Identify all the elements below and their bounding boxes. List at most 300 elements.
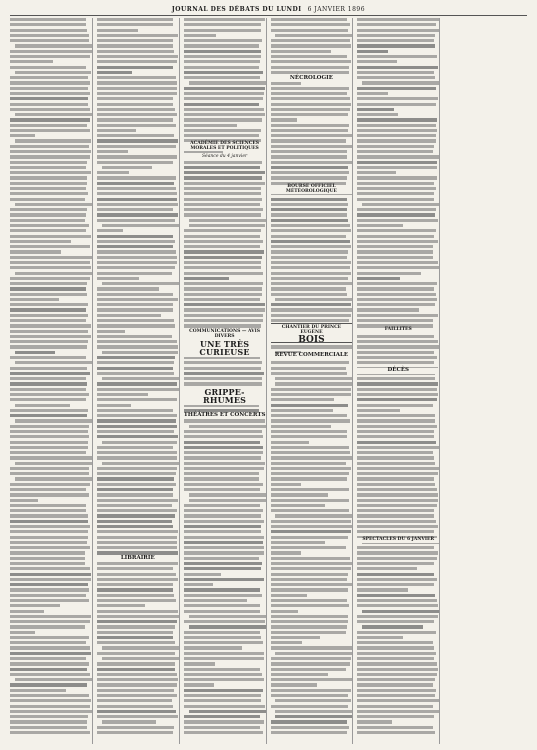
text-line [97,499,178,502]
text-line [275,377,353,380]
text-line [357,224,403,227]
text-line [97,509,178,512]
text-line [357,23,435,26]
text-line [10,256,92,259]
text-line [10,235,91,238]
text-line [271,530,352,533]
text-line [184,108,264,111]
text-line [184,578,264,581]
text-line [184,29,261,32]
text-line [97,340,177,343]
text-line [271,50,331,53]
text-line [271,456,353,459]
text-line [271,398,335,401]
text-line [97,710,176,713]
text-line [97,303,173,306]
text-line [10,87,88,90]
text-line [97,145,176,148]
text-line [271,610,298,613]
text-line [357,562,434,565]
text-line [184,319,264,322]
text-line [184,44,260,47]
text-line [189,625,267,628]
text-line [97,404,131,407]
text-line [97,139,178,142]
text-line [357,530,433,533]
text-line [271,118,298,121]
text-line [10,92,90,95]
text-line [184,636,261,639]
text-line [357,657,433,660]
text-line [357,351,434,354]
text-line [102,441,177,444]
text-line [271,499,350,502]
text-line [357,198,434,201]
text-line [271,81,302,84]
text-line [271,208,348,211]
text-line [271,97,350,100]
text-line [97,161,173,164]
ad-chantier [271,323,353,343]
text-line [97,694,177,697]
text-line [10,715,88,718]
text-line [271,689,351,692]
text-line [97,55,178,58]
text-line [362,610,440,613]
text-line [271,219,348,222]
text-line [97,652,175,655]
text-line [10,282,87,285]
text-line [10,583,88,586]
text-line [10,166,86,169]
text-line [184,419,266,422]
text-line [271,414,348,417]
text-line [184,631,260,634]
text-line [271,71,350,74]
text-line [10,520,88,523]
text-line [97,150,128,153]
text-line [357,409,399,412]
text-line [275,34,353,37]
text-line [271,604,349,607]
text-line [271,446,350,449]
text-line [357,182,433,185]
text-line [10,134,35,137]
text-line [184,441,260,444]
text-line [97,477,175,480]
text-line [97,472,176,475]
text-line [184,668,261,671]
text-line [97,176,176,179]
text-line [271,282,353,285]
text-line [189,425,267,428]
text-line [10,657,86,660]
text-line [357,689,436,692]
heading-grippe-rhumes: GRIPPE-RHUMES [184,388,266,405]
text-line [10,705,90,708]
text-line [10,472,89,475]
text-line [357,551,438,554]
text-line [102,166,153,169]
text-line [97,530,178,533]
text-line [97,435,179,438]
text-line [10,551,85,554]
text-line [357,39,434,42]
text-line [271,525,352,528]
text-line [10,683,87,686]
text-line [10,599,89,602]
text-line [357,705,433,708]
text-line [184,514,261,517]
text-line [357,652,436,655]
text-line [10,456,92,459]
text-line [357,710,439,713]
text-line [97,44,174,47]
text-line [271,103,351,106]
text-line [184,171,265,174]
text-line [271,266,351,269]
text-line [10,388,86,391]
text-line [357,256,433,259]
text-line [10,66,86,69]
text-line [357,145,433,148]
text-line [184,198,262,201]
text-line [184,372,265,375]
text-line [97,171,129,174]
text-line [97,39,173,42]
text-line [357,60,397,63]
text-line [357,573,433,576]
text-line [97,250,176,253]
text-line [97,483,176,486]
text-line [271,393,352,396]
text-line [10,208,87,211]
text-line [357,29,438,32]
text-line [357,308,418,311]
text-line [10,662,89,665]
text-line [271,129,348,132]
text-line [10,176,87,179]
text-block [357,18,439,744]
text-line [271,39,351,42]
text-line [97,277,140,280]
text-line [184,446,263,449]
text-line [184,562,262,565]
text-line [184,541,263,544]
text-line [10,398,86,401]
text-line [10,287,86,290]
text-line [184,504,260,507]
text-line [102,224,180,227]
text-line [10,435,89,438]
text-line [97,388,179,391]
text-line [357,499,438,502]
text-line [357,641,433,644]
text-line [97,625,175,628]
text-line [184,462,265,465]
text-line [271,641,303,644]
text-line [357,414,434,417]
column-1 [10,18,93,744]
text-line [357,171,396,174]
text-line [357,493,438,496]
text-line [97,615,179,618]
text-block [184,18,266,744]
text-line [10,409,88,412]
text-line [357,488,437,491]
text-line [357,356,436,359]
text-line [184,652,265,655]
text-line [10,573,91,576]
text-line [357,435,433,438]
text-line [271,124,349,127]
text-line [15,462,93,465]
text-line [271,404,349,407]
text-line [357,472,437,475]
text-line [97,594,174,597]
text-line [357,340,437,343]
text-line [97,567,173,570]
text-line [10,451,86,454]
text-line [15,113,93,116]
text-line [271,562,353,565]
text-line [102,720,157,723]
text-line [357,176,437,179]
text-line [97,76,177,79]
text-line [271,145,352,148]
text-line [184,557,259,560]
text-line [97,335,172,338]
text-line [102,462,180,465]
text-line [10,562,85,565]
text-line [184,641,264,644]
text-line [10,319,86,322]
text-line [271,615,349,618]
text-line [10,382,87,385]
text-line [357,398,437,401]
text-line [271,18,348,21]
text-line [184,456,261,459]
text-line [10,330,88,333]
text-line [184,567,261,570]
text-line [357,620,433,623]
text-line [357,76,435,79]
text-line [271,166,348,169]
text-line [10,441,88,444]
text-line [97,731,173,734]
text-line [15,678,92,681]
text-line [275,715,353,718]
text-line [97,356,175,359]
text-line [10,530,88,533]
text-line [184,235,260,238]
text-line [271,430,347,433]
masthead-title: JOURNAL DES DÉBATS DU LUNDI [171,5,302,13]
text-line [271,55,347,58]
text-line [10,293,87,296]
text-line [97,192,177,195]
heading-deces: DÉCÈS [357,368,439,374]
text-line [10,345,87,348]
text-line [357,451,433,454]
text-line [184,646,242,649]
text-line [357,388,436,391]
text-line [271,372,347,375]
text-line [97,393,149,396]
text-line [357,66,438,69]
text-line [184,683,215,686]
text-line [10,39,89,42]
text-line [184,245,260,248]
text-line [97,726,174,729]
text-line [97,446,173,449]
text-line [97,97,173,100]
text-line [184,467,264,470]
text-line [97,103,174,106]
text-line [184,118,263,121]
text-line [271,488,350,491]
text-line [271,441,310,444]
text-line [10,726,87,729]
text-line [271,520,352,523]
text-line [357,504,437,507]
text-line [271,567,351,570]
text-line [97,50,175,53]
text-line [10,668,87,671]
columns [10,18,527,744]
text-line [357,578,437,581]
text-line [97,514,175,517]
text-line [357,71,434,74]
text-line [97,182,174,185]
text-line [184,87,265,90]
text-line [15,404,70,407]
text-line [357,118,436,121]
text-line [271,578,347,581]
text-line [10,509,86,512]
text-line [357,720,392,723]
text-line [275,514,353,517]
text-line [357,594,435,597]
text-line [357,245,433,248]
text-line [10,155,90,158]
text-line [15,419,93,422]
text-line [357,345,438,348]
text-line [97,219,175,222]
text-line [97,308,174,311]
text-line [271,467,351,470]
text-line [184,657,264,660]
text-line [97,213,178,216]
text-line [97,266,175,269]
text-line [97,240,175,243]
text-line [97,229,123,232]
text-line [271,504,326,507]
text-line [97,23,173,26]
text-line [10,720,87,723]
text-line [97,203,178,206]
text-line [10,594,86,597]
text-line [184,435,263,438]
text-line [184,715,261,718]
text-line [10,229,86,232]
text-line [184,662,215,665]
text-line [271,683,317,686]
text-line [97,610,179,613]
text-line [357,668,438,671]
text-line [97,293,173,296]
text-line [357,219,438,222]
text-line [357,377,435,380]
text-line [184,282,263,285]
text-line [357,715,433,718]
text-line [357,50,387,53]
masthead-date: 6 JANVIER 1896 [307,5,366,13]
text-line [97,298,178,301]
text-line [97,81,178,84]
text-line [10,34,89,37]
text-line [10,97,88,100]
text-line [184,55,261,58]
text-line [271,662,351,665]
text-line [357,599,437,602]
text-line [271,388,352,391]
text-line [97,345,179,348]
text-line [184,293,262,296]
text-line [184,583,214,586]
text-line [271,646,353,649]
text-line [184,18,265,21]
text-line [184,92,265,95]
text-line [189,493,267,496]
text-line [97,578,178,581]
text-line [10,224,89,227]
text-line [357,87,436,90]
text-line [10,298,59,301]
text-line [184,66,260,69]
text-line [271,261,351,264]
text-line [271,203,349,206]
text-line [97,636,173,639]
text-line [10,129,90,132]
text-line [97,382,178,385]
text-line [271,726,349,729]
text-line [357,266,439,269]
text-line [10,261,90,264]
text-line [184,113,265,116]
text-line [189,81,267,84]
heading-faillites: FAILLITES [357,328,439,333]
column-5 [357,18,440,744]
text-line [271,319,350,322]
heading-seance: Séance du 4 janvier [184,155,266,160]
text-line [10,303,88,306]
text-line [97,467,177,470]
text-line [275,699,351,702]
text-line [271,134,352,137]
text-line [97,668,175,671]
text-line [357,261,438,264]
text-line [271,176,347,179]
text-line [357,467,439,470]
text-line [15,361,93,364]
text-line [10,240,71,243]
text-line [271,509,350,512]
text-line [97,705,173,708]
text-line [97,699,173,702]
text-line [357,250,433,253]
heading-necrologie: NÉCROLOGIE [271,76,353,82]
